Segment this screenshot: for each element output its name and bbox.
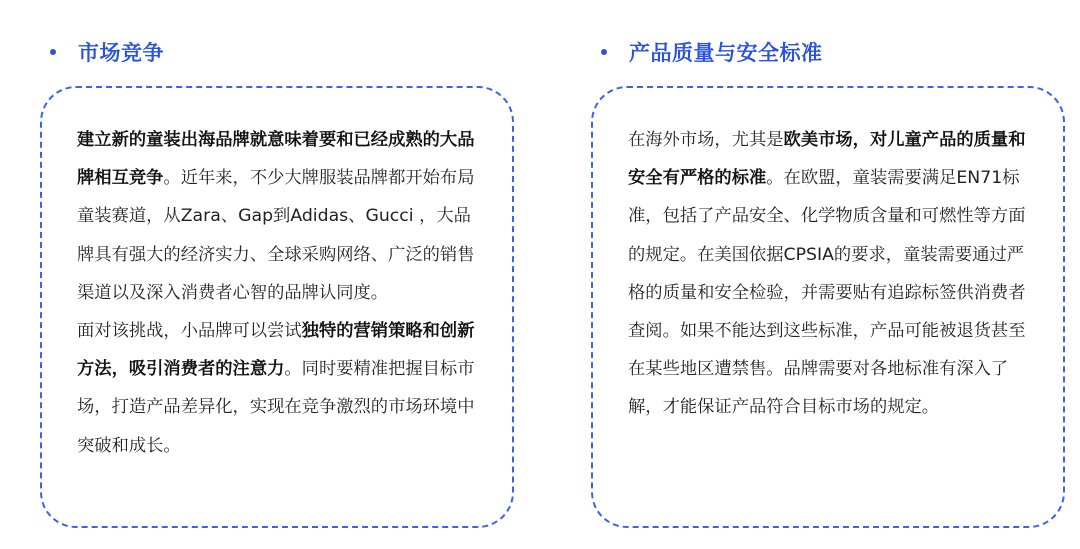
section-body xyxy=(628,121,1036,427)
body-text: 。近年来，不少大牌服装品牌都开始布局童装赛道，从Zara、Gap到Adidas、Gucci ，大品牌具有强大的经济实力、全球采购网络、广泛的销售渠道以及深入消费者心智的品牌认同度。 xyxy=(77,168,475,303)
emphasis-text: 建立新的童装出海品牌就意味着要和已经成熟的大品牌相互竞争 xyxy=(77,130,475,189)
paragraph xyxy=(628,121,1036,427)
section-heading xyxy=(601,35,823,69)
emphasis-text: 欧美市场，对儿童产品的质量和安全有严格的标准 xyxy=(628,130,1026,189)
section-heading xyxy=(50,35,164,69)
body-text: 在海外市场，尤其是 xyxy=(628,130,784,150)
section-body xyxy=(77,121,485,465)
body-text: 。在欧盟，童装需要满足EN71标准，包括了产品安全、化学物质含量和可燃性等方面的规定。在美国依据CPSIA的要求，童装需要通过严格的质量和安全检验，并需要贴有追踪标签供消费者查阅。如果不能达到这些标准，产品可能被退货甚至在某些地区遭禁售。品牌需要对各地标准有深入了解，才能保证产品符合目标市场的规定。 xyxy=(628,168,1026,418)
bullet-dot-icon xyxy=(50,49,56,55)
body-text: 。同时要精准把握目标市场，打造产品差异化，实现在竞争激烈的市场环境中突破和成长。 xyxy=(77,359,475,456)
paragraph xyxy=(77,312,485,465)
paragraph xyxy=(77,121,485,312)
bullet-dot-icon xyxy=(601,49,607,55)
heading-market-competition: 市场竞争 xyxy=(78,41,164,65)
body-text: 面对该挑战，小品牌可以尝试 xyxy=(77,321,302,342)
heading-quality-safety: 产品质量与安全标准 xyxy=(629,41,823,65)
emphasis-text: 独特的营销策略和创新方法，吸引消费者的注意力 xyxy=(77,321,475,380)
